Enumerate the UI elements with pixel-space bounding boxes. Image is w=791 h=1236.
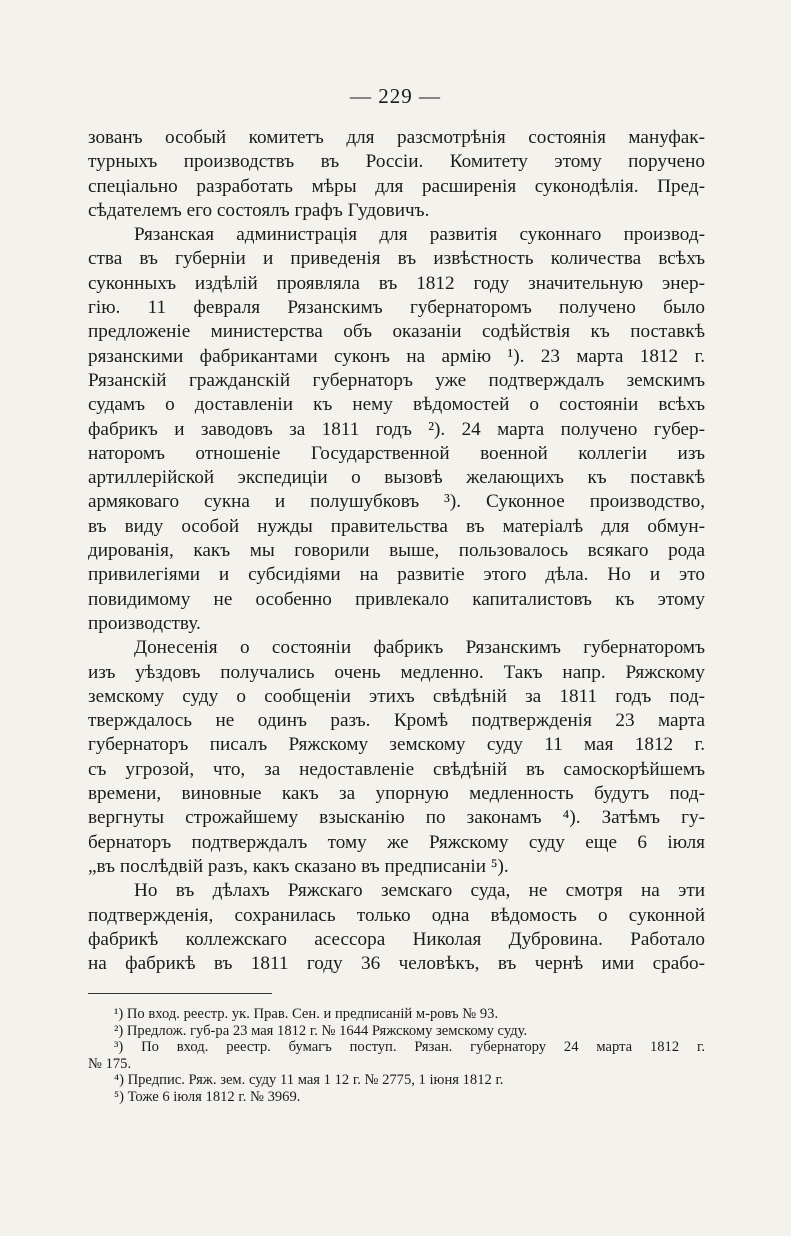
footnote-divider xyxy=(88,993,272,994)
text-line: Но въ дѣлахъ Ряжскаго земскаго суда, не смотря на эти xyxy=(134,880,705,902)
text-line: суконныхъ издѣлій проявляла въ 1812 году значительную энер- xyxy=(88,272,705,294)
footnote-3: ³) По вход. реестр. бумагъ поступ. Рязан. губернатору 24 марта 1812 г. xyxy=(114,1039,705,1056)
text-line: въ виду особой нужды правительства въ матеріалѣ для обмун- xyxy=(88,515,705,537)
text-line: наторомъ отношеніе Государственной военной коллегіи изъ xyxy=(88,442,705,464)
text-line: спеціально разработать мѣры для расширенія суконодѣлія. Пред- xyxy=(88,175,705,197)
footnotes xyxy=(88,1006,705,1106)
text-line: Рязанскій гражданскій губернаторъ уже подтверждалъ земскимъ xyxy=(88,369,705,391)
text-line: бернаторъ подтверждалъ тому же Ряжскому суду еще 6 іюля xyxy=(88,831,705,853)
text-line: фабрикѣ коллежскаго асессора Николая Дубровина. Работало xyxy=(88,928,705,950)
paragraph-2 xyxy=(88,223,705,636)
text-line: гію. 11 февраля Рязанскимъ губернаторомъ получено было xyxy=(88,297,705,319)
text-line: судамъ о доставленіи къ нему вѣдомостей о состояніи всѣхъ xyxy=(88,394,705,416)
text-line: армяковаго сукна и полушубковъ ³). Суконное производство, xyxy=(88,491,705,513)
footnote-2: ²) Предлож. губ-ра 23 мая 1812 г. № 1644 Ряжскому земскому суду. xyxy=(114,1022,528,1039)
text-line: вергнуты строжайшему взысканію по законамъ ⁴). Затѣмъ гу- xyxy=(88,807,705,829)
text-line: Донесенія о состояніи фабрикъ Рязанскимъ губернаторомъ xyxy=(134,637,705,659)
footnote-3-continued: № 175. xyxy=(88,1055,132,1072)
text-line: тверждалось не одинъ разъ. Кромѣ подтвержденія 23 марта xyxy=(88,710,705,732)
text-line: Рязанская администрація для развитія суконнаго производ- xyxy=(134,224,705,246)
text-line: дированія, какъ мы говорили выше, пользовалось всякаго рода xyxy=(88,540,705,562)
text-line: изъ уѣздовъ получались очень медленно. Такъ напр. Ряжскому xyxy=(88,661,705,683)
footnote-1: ¹) По вход. реестр. ук. Прав. Сен. и предписаній м-ровъ № 93. xyxy=(114,1006,499,1022)
text-line: земскому суду о сообщеніи этихъ свѣдѣній за 1811 годъ под- xyxy=(88,685,705,707)
text-line: ства въ губерніи и приведенія въ извѣстность количества всѣхъ xyxy=(88,248,705,270)
text-line: производству. xyxy=(88,612,201,634)
text-line: зованъ особый комитетъ для разсмотрѣнія состоянія мануфак- xyxy=(88,127,705,148)
text-line: съ угрозой, что, за недоставленіе свѣдѣній въ самоскорѣйшемъ xyxy=(88,758,705,780)
text-line: подтвержденія, сохранилась только одна вѣдомость о суконной xyxy=(88,904,705,926)
page-number: — 229 — xyxy=(350,84,441,108)
text-line: губернаторъ писалъ Ряжскому земскому суду 11 мая 1812 г. xyxy=(88,734,705,756)
text-line: повидимому не особенно привлекало капиталистовъ къ этому xyxy=(88,588,705,610)
text-line: сѣдателемъ его состоялъ графъ Гудовичъ. xyxy=(88,199,430,221)
text-line: турныхъ производствъ въ Россіи. Комитету этому поручено xyxy=(88,151,705,173)
text-line: „въ послѣдвій разъ, какъ сказано въ предписаніи ⁵). xyxy=(88,855,509,877)
paragraph-4 xyxy=(88,879,705,976)
text-line: времени, виновные какъ за упорную медленность будутъ под- xyxy=(88,783,705,805)
text-line: привилегіями и субсидіями на развитіе этого дѣла. Но и это xyxy=(88,564,705,586)
paragraph-1 xyxy=(88,126,705,223)
footnote-5: ⁵) Тоже 6 іюля 1812 г. № 3969. xyxy=(114,1088,301,1105)
text-line: артиллерійской экспедиціи о вызовѣ желающихъ къ поставкѣ xyxy=(88,467,705,489)
footnote-4: ⁴) Предпис. Ряж. зем. суду 11 мая 1 12 г. № 2775, 1 іюня 1812 г. xyxy=(114,1072,504,1089)
text-line: фабрикъ и заводовъ за 1811 годъ ²). 24 марта получено губер- xyxy=(88,418,705,440)
text-line: рязанскими фабрикантами суконъ на армію ¹). 23 марта 1812 г. xyxy=(88,345,705,367)
body-text xyxy=(88,126,705,976)
text-line: предложеніе министерства объ оказаніи содѣйствія къ поставкѣ xyxy=(88,321,705,343)
text-line: на фабрикѣ въ 1811 году 36 человѣкъ, въ чернѣ ими срабо- xyxy=(88,953,705,975)
paragraph-3 xyxy=(88,636,705,879)
